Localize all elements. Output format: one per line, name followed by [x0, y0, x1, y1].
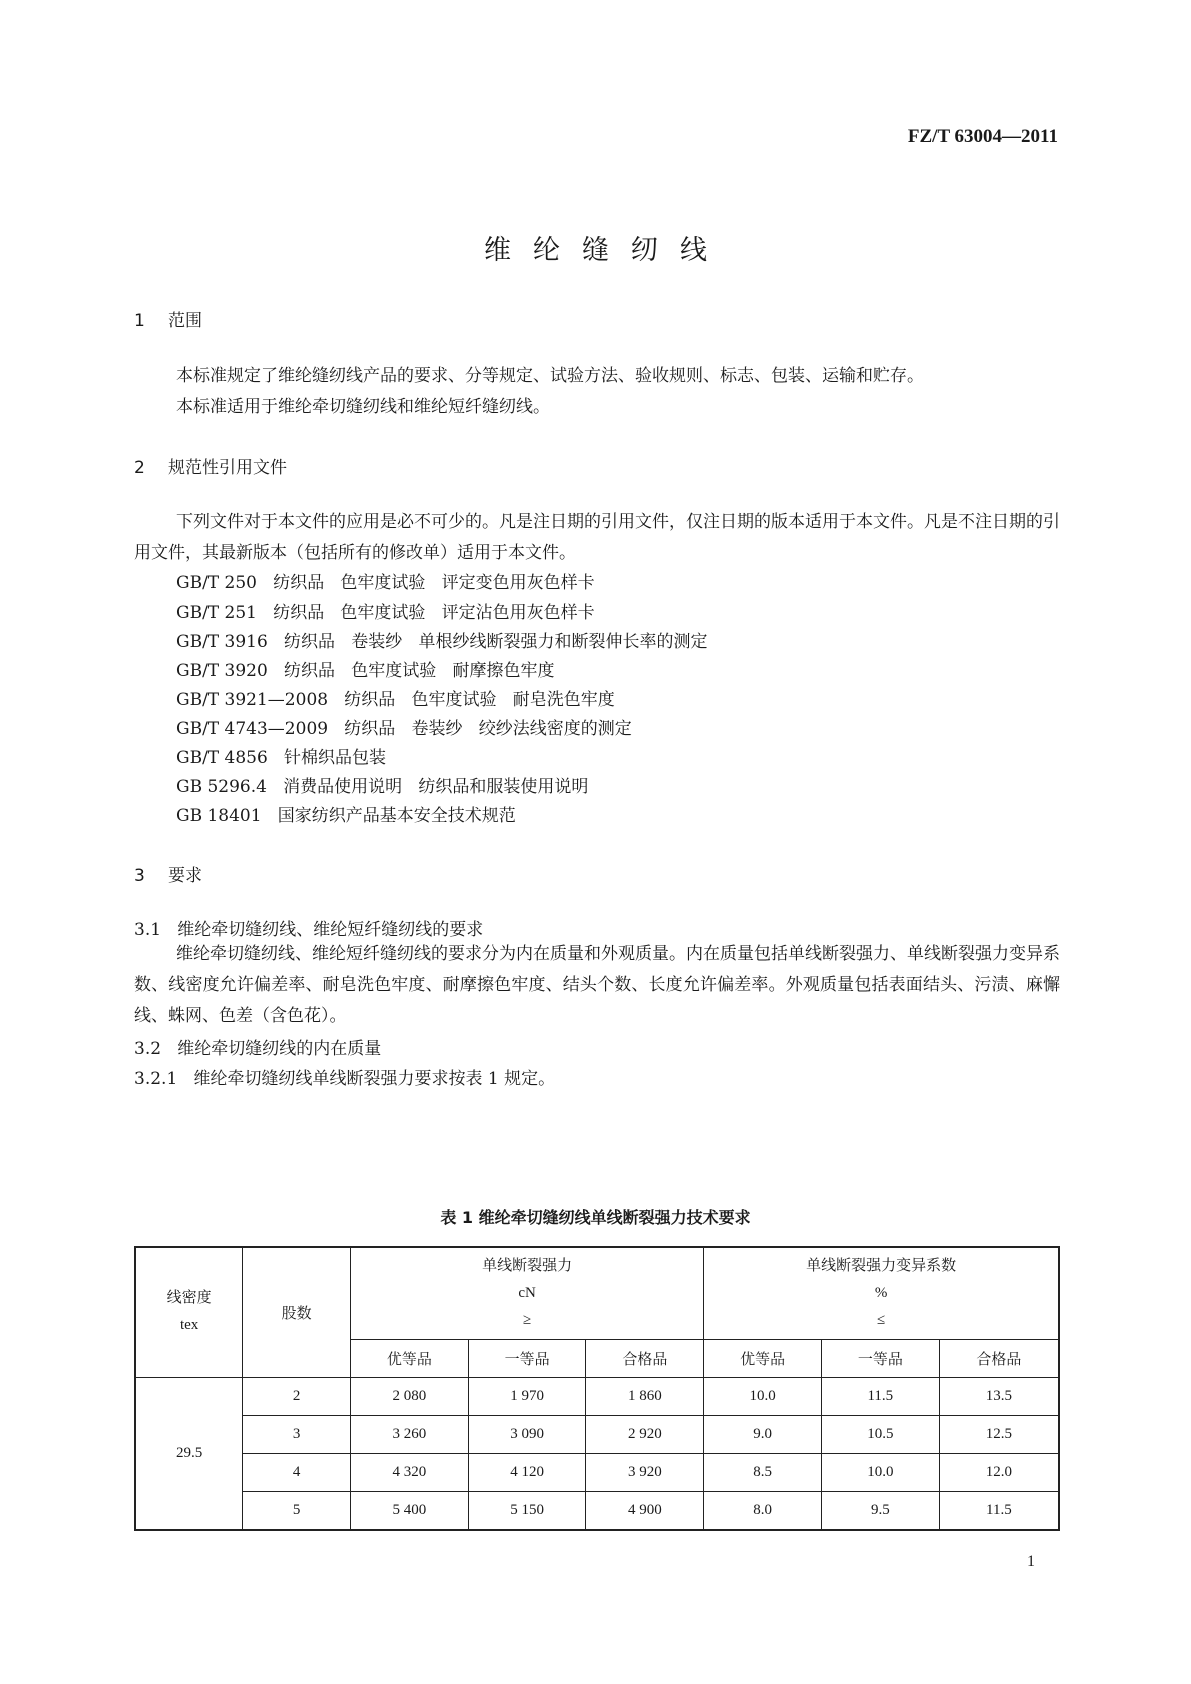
- grade-header: 优等品: [704, 1339, 822, 1377]
- section-title: 规范性引用文件: [168, 458, 287, 478]
- cv-cell: 10.0: [704, 1377, 822, 1415]
- cv-cell: 10.5: [821, 1415, 939, 1453]
- cv-cell: 8.0: [704, 1491, 822, 1530]
- strength-cell: 1 860: [586, 1377, 704, 1415]
- subsection-3-1-body: 维纶牵切缝纫线、维纶短纤缝纫线的要求分为内在质量和外观质量。内在质量包括单线断裂强力、单线断裂强力变异系数、线密度允许偏差率、耐皂洗色牢度、耐摩擦色牢度、结头个数、长度允许偏差率。外观质量包括表面结头、污渍、麻懈线、蛛网、色差（含色花）。: [134, 944, 1060, 1026]
- cv-cell: 9.0: [704, 1415, 822, 1453]
- section-1-paragraph-2: 本标准适用于维纶牵切缝纫线和维纶短纤缝纫线。: [176, 397, 550, 417]
- grade-header: 一等品: [821, 1339, 939, 1377]
- grade-header: 合格品: [586, 1339, 704, 1377]
- strength-cell: 5 150: [468, 1491, 586, 1530]
- subsection-3-2-heading: 3.2 维纶牵切缝纫线的内在质量: [134, 1039, 382, 1059]
- reference-item: GB/T 250 纺织品 色牢度试验 评定变色用灰色样卡: [176, 573, 595, 593]
- strength-cell: 4 320: [351, 1453, 469, 1491]
- cv-cell: 11.5: [939, 1491, 1059, 1530]
- section-3-heading: [134, 861, 202, 886]
- section-1-heading: [134, 306, 202, 331]
- ply-cell: 3: [243, 1415, 351, 1453]
- table-row: [135, 1491, 1059, 1530]
- strength-group-header: 单线断裂强力 cN ≥: [351, 1247, 704, 1339]
- reference-item: GB/T 3921—2008 纺织品 色牢度试验 耐皂洗色牢度: [176, 690, 615, 710]
- section-number: 1: [134, 311, 145, 331]
- strength-cell: 4 120: [468, 1453, 586, 1491]
- reference-item: GB/T 4743—2009 纺织品 卷装纱 绞纱法线密度的测定: [176, 719, 632, 739]
- section-1-paragraph-1: 本标准规定了维纶缝纫线产品的要求、分等规定、试验方法、验收规则、标志、包装、运输和贮存。: [176, 366, 924, 386]
- cv-group-header: 单线断裂强力变异系数 % ≤: [704, 1247, 1059, 1339]
- ply-cell: 2: [243, 1377, 351, 1415]
- standard-code: FZ/T 63004—2011: [907, 126, 1058, 147]
- table-row: [135, 1377, 1059, 1415]
- strength-cell: 5 400: [351, 1491, 469, 1530]
- subsection-3-2-1-heading: 3.2.1 维纶牵切缝纫线单线断裂强力要求按表 1 规定。: [134, 1069, 556, 1089]
- reference-item: GB/T 3916 纺织品 卷装纱 单根纱线断裂强力和断裂伸长率的测定: [176, 632, 708, 652]
- reference-item: GB/T 251 纺织品 色牢度试验 评定沾色用灰色样卡: [176, 603, 595, 623]
- grade-header: 合格品: [939, 1339, 1059, 1377]
- section-2-heading: [134, 453, 287, 478]
- density-value: 29.5: [135, 1377, 243, 1530]
- reference-item: GB/T 4856 针棉织品包装: [176, 748, 387, 768]
- reference-item: GB 5296.4 消费品使用说明 纺织品和服装使用说明: [176, 777, 589, 797]
- strength-cell: 3 260: [351, 1415, 469, 1453]
- section-title: 范围: [168, 311, 202, 331]
- reference-item: GB/T 3920 纺织品 色牢度试验 耐摩擦色牢度: [176, 661, 555, 681]
- cv-cell: 9.5: [821, 1491, 939, 1530]
- strength-cell: 2 920: [586, 1415, 704, 1453]
- strength-cell: 4 900: [586, 1491, 704, 1530]
- subsection-3-1-heading: 3.1 维纶牵切缝纫线、维纶短纤缝纫线的要求: [134, 920, 484, 940]
- cv-cell: 10.0: [821, 1453, 939, 1491]
- strength-cell: 2 080: [351, 1377, 469, 1415]
- cv-cell: 11.5: [821, 1377, 939, 1415]
- document-title: 维纶缝纫线: [484, 235, 729, 266]
- cv-cell: 12.0: [939, 1453, 1059, 1491]
- reference-item: GB 18401 国家纺织产品基本安全技术规范: [176, 806, 516, 826]
- grade-header: 一等品: [468, 1339, 586, 1377]
- spec-table: [134, 1246, 1060, 1531]
- strength-cell: 3 090: [468, 1415, 586, 1453]
- strength-cell: 3 920: [586, 1453, 704, 1491]
- table-row: [135, 1415, 1059, 1453]
- ply-cell: 5: [243, 1491, 351, 1530]
- density-header: 线密度 tex: [135, 1247, 243, 1377]
- table-caption: 表 1 维纶牵切缝纫线单线断裂强力技术要求: [440, 1208, 751, 1227]
- grade-header: 优等品: [351, 1339, 469, 1377]
- section-number: 3: [134, 866, 145, 886]
- section-2-intro: 下列文件对于本文件的应用是必不可少的。凡是注日期的引用文件，仅注日期的版本适用于本文件。凡是不注日期的引用文件，其最新版本（包括所有的修改单）适用于本文件。: [134, 512, 1060, 563]
- section-number: 2: [134, 458, 145, 478]
- cv-cell: 13.5: [939, 1377, 1059, 1415]
- ply-cell: 4: [243, 1453, 351, 1491]
- table-header-row: [135, 1247, 1059, 1339]
- strength-cell: 1 970: [468, 1377, 586, 1415]
- cv-cell: 12.5: [939, 1415, 1059, 1453]
- cv-cell: 8.5: [704, 1453, 822, 1491]
- ply-header: 股数: [243, 1247, 351, 1377]
- section-title: 要求: [168, 866, 202, 886]
- table-row: [135, 1453, 1059, 1491]
- page-number: 1: [1027, 1553, 1035, 1570]
